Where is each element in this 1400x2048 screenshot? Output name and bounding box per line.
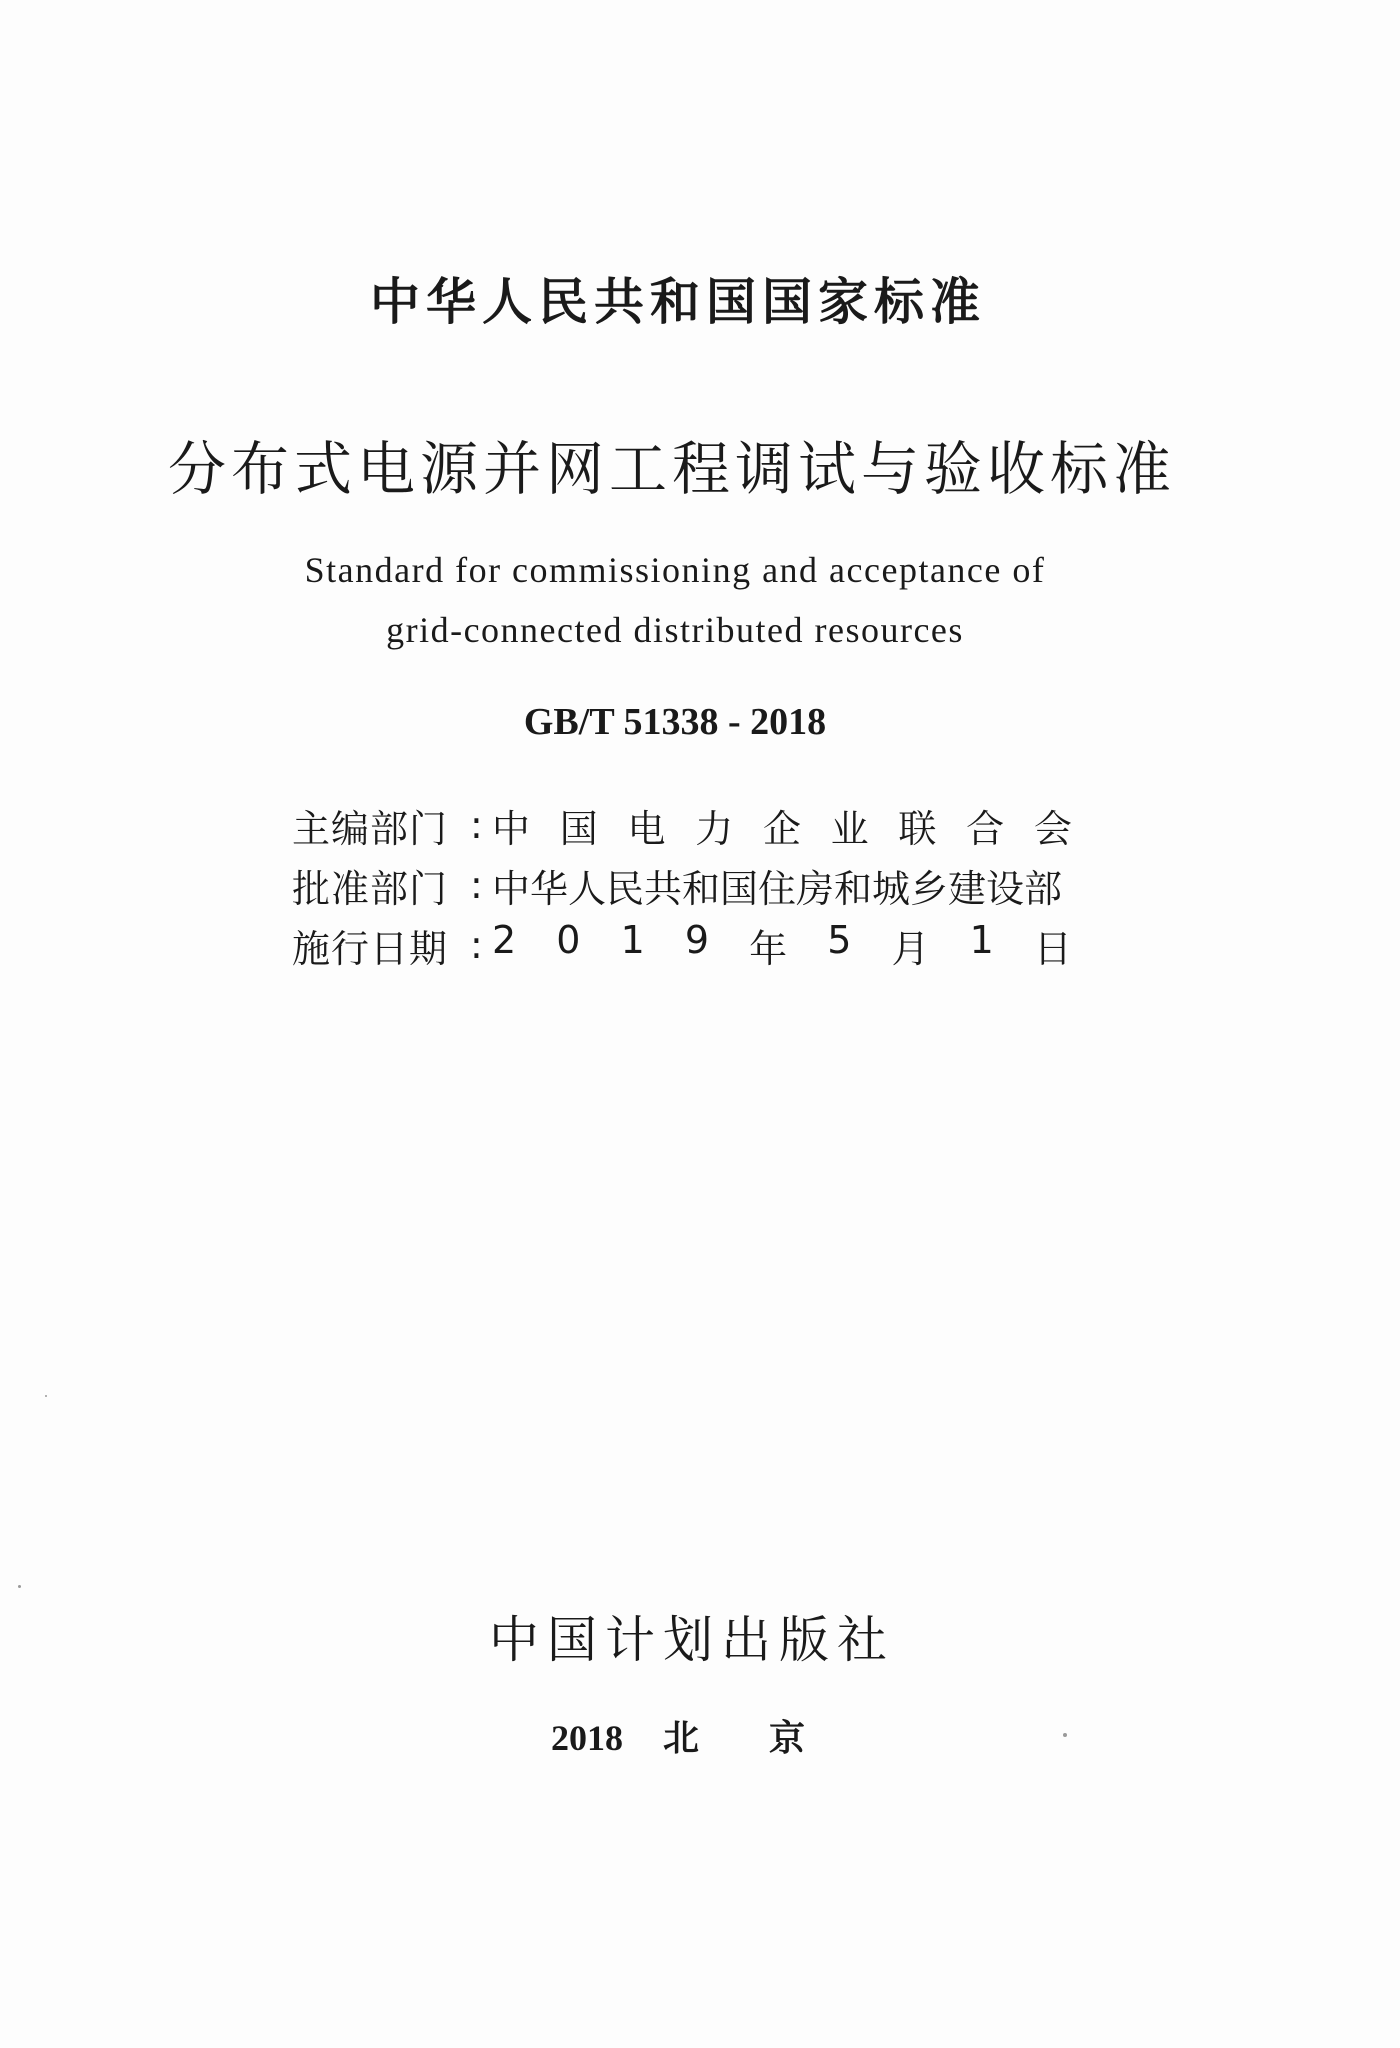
national-standard-heading: 中华人民共和国国家标准 <box>370 273 986 331</box>
chinese-title: 分布式电源并网工程调试与验收标准 <box>167 435 1176 503</box>
approval-department-label: 批准部门 <box>292 866 449 911</box>
publication-year: 2018 <box>550 1718 623 1758</box>
chief-dept-char: 合 <box>966 806 1005 851</box>
chief-dept-char: 国 <box>559 806 598 851</box>
effective-date-value <box>492 918 1072 973</box>
chief-dept-char: 电 <box>627 806 666 851</box>
date-char: 2 <box>492 917 517 962</box>
approval-department-row <box>292 855 1072 915</box>
english-title-line-1: Standard for commissioning and acceptance of <box>304 550 1046 590</box>
date-char: 9 <box>684 917 710 962</box>
chief-dept-char: 联 <box>898 806 937 851</box>
date-char: 0 <box>556 917 581 962</box>
chief-dept-char: 企 <box>762 806 801 851</box>
colon: : <box>470 923 483 967</box>
standard-code: GB/T 51338 - 2018 <box>523 701 827 743</box>
english-title-line-2: grid-connected distributed resources <box>386 610 964 650</box>
date-char: 1 <box>969 917 994 962</box>
effective-date-label: 施行日期 <box>292 926 449 971</box>
city-char: 北 <box>662 1718 699 1758</box>
chief-dept-char: 力 <box>695 806 734 851</box>
approval-department-value: 中华人民共和国住房和城乡建设部 <box>492 866 1063 911</box>
chief-department-row <box>292 795 1072 855</box>
publisher-name: 中国计划出版社 <box>489 1611 895 1669</box>
date-char: 年 <box>749 926 788 971</box>
chief-dept-char: 中 <box>492 806 531 851</box>
city-char: 京 <box>769 1718 806 1758</box>
chief-department-label: 主编部门 <box>292 806 449 851</box>
scan-speck <box>45 1395 47 1397</box>
colon: : <box>470 863 483 907</box>
chief-dept-char: 业 <box>830 806 869 851</box>
scan-speck <box>18 1585 21 1588</box>
chief-department-value <box>492 798 1072 853</box>
scan-speck <box>1063 1733 1067 1737</box>
date-char: 5 <box>827 917 852 962</box>
publication-year-place <box>0 1710 1378 1761</box>
effective-date-row <box>292 915 1072 975</box>
date-char: 月 <box>891 926 930 971</box>
date-char: 日 <box>1033 926 1072 971</box>
colon: : <box>470 803 483 847</box>
date-char: 1 <box>620 917 645 962</box>
chief-dept-char: 会 <box>1033 806 1072 851</box>
english-title <box>0 540 1375 660</box>
metadata-block <box>292 795 1072 975</box>
